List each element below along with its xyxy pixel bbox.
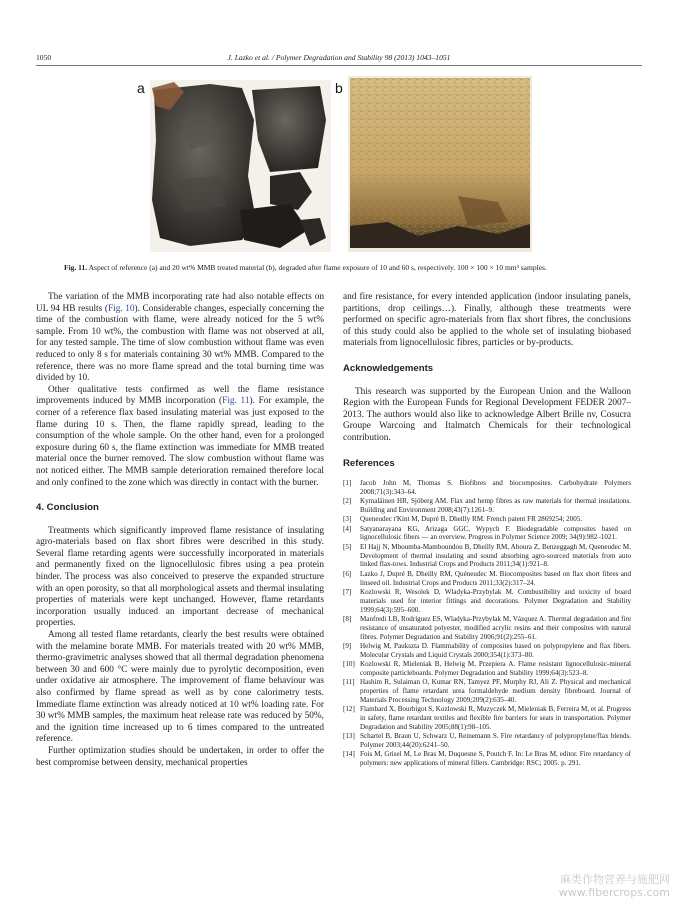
burnt-sample-image xyxy=(150,80,331,252)
running-title: J. Lazko et al. / Polymer Degradation and Stability 98 (2013) 1043–1051 xyxy=(227,53,451,62)
figure-photo-reference xyxy=(150,80,331,252)
figure-caption-label: Fig. 11. xyxy=(64,263,88,272)
reference-item xyxy=(343,678,631,705)
reference-text: Kozlowski R, Wesolek D, Wladyka-Przybylak M. Combustibility and toxicity of board materials used for interior fittings and decorations. Polymer Degradation and Stability 1999;64(3):595–600. xyxy=(360,587,631,614)
reference-list xyxy=(343,479,631,768)
reference-text: Manfredi LB, Rodríguez ES, Wladyka-Przybylak M, Vázquez A. Thermal degradation and fire resistance of unsaturated polyester, modified acrylic resins and their composites with natural fibres. Polymer Degradation and Stability 2006;91(2):255–61. xyxy=(360,614,631,641)
reference-number: [4] xyxy=(343,524,352,533)
section-heading-acknowledgements: Acknowledgements xyxy=(343,362,434,374)
paragraph: Further optimization studies should be undertaken, in order to offer the best compromise between density, mechanical properties xyxy=(36,745,324,768)
reference-text: Fois M, Grisel M, Le Bras M, Duquesne S, Poutch F. In: Le Bras M, editor. Fire retardancy of polymers: new applications of mineral fillers. Cambridge: RSC; 2005. p. 291. xyxy=(360,750,631,768)
reference-number: [14] xyxy=(343,750,355,759)
reference-number: [1] xyxy=(343,479,352,488)
figure-caption-text: Aspect of reference (a) and 20 wt% MMB treated material (b), degraded after flame exposure of 10 and 60 s, respectively. 100 × 100 × 10 mm³ samples. xyxy=(88,263,547,272)
reference-item xyxy=(343,479,631,497)
watermark-line: 麻类作物营养与施肥网 xyxy=(560,873,670,886)
left-column xyxy=(36,292,324,769)
reference-item xyxy=(343,588,631,615)
reference-number: [13] xyxy=(343,732,355,741)
paragraph: Treatments which significantly improved flame resistance of insulating agro-materials based on flax short fibres were described in this study. Several flame retarding agents were successfully incorporated in materials and permanently fixed on the lignocellulosic fibres using a pea protein binder. The process was also conceived to preserve the expanded structure with an open porosity, so that all morphological assets and thermal insulating properties of materials were kept unchanged. However, flame retardants incorporation usually induced an important decrease of mechanical properties. xyxy=(36,525,324,629)
reference-number: [10] xyxy=(343,659,355,668)
reference-text: Kozlowski R, Mieleniak B, Helwig M, Przepiera A. Flame resistant lignocellulosic-mineral composite particleboards. Polymer Degradation and Stability 1999;64(3):523–8. xyxy=(360,659,631,677)
watermark xyxy=(559,873,670,899)
reference-item xyxy=(343,642,631,660)
reference-text: Schartel B, Braun U, Schwarz U, Reinemann S. Fire retardancy of polypropylene/flax blends. Polymer 2003;44(20):6241–50. xyxy=(360,732,631,749)
page-number: 1050 xyxy=(36,53,52,62)
reference-text: Hashim R, Sulaiman O, Kumar RN, Tamyez PF, Murphy RJ, Ali Z. Physical and mechanical properties of flame retardant urea formaldehyde medium density fibreboard. Journal of Materials Processing Technology 2009;209(2):635–40. xyxy=(360,678,631,704)
reference-number: [11] xyxy=(343,678,355,687)
paragraph: Other qualitative tests confirmed as well the flame resistance improvements induced by MMB incorporation (Fig. 11). For example, the corner of a reference flax based insulating material was just exposed to the flame during 10 s. Then, the flame rapidly spread, leading to the consumption of the whole sample. On the other hand, even for a prolonged exposure during 60 s, the flame extinction was immediate for MMB treated material once the burner removed. The slow combustion without flame was not noticed either. The MMB sample deterioration remained therefore local and only confined to the zone which was directly in contact with the burner. xyxy=(36,384,324,488)
reference-text: Satyanarayana KG, Arizaga GGC, Wypych F. Biodegradable composites based on lignocellulosic fibers — an overview. Progress in Polymer Science 2009; 34(9):982–1021. xyxy=(360,524,631,542)
paragraph: Among all tested flame retardants, clearly the best results were obtained with the melamine borate MMB. For materials treated with 20 wt% MMB, thermo-gravimetric analyses showed that all thermal degradation phenomena between 30 and 600 °C were mainly due to pyrolytic decomposition, even under oxidative air atmosphere. The improvement of flame behaviour was also confirmed by flame spread as well as by cone calorimetry tests. Immediate flame extinction was already noticed at 10 wt% loading rate. For 30 wt% MMB samples, the maximum heat release rate was reduced by 50%, and the ignition time increased up to 6 times compared to the untreated reference. xyxy=(36,630,324,745)
treated-sample-image xyxy=(348,76,532,252)
reference-number: [12] xyxy=(343,705,355,714)
reference-item xyxy=(343,515,631,524)
reference-number: [8] xyxy=(343,614,352,623)
reference-number: [5] xyxy=(343,542,352,551)
reference-number: [2] xyxy=(343,497,352,506)
figure-label-a: a xyxy=(137,80,145,96)
reference-item xyxy=(343,525,631,543)
reference-number: [6] xyxy=(343,569,352,578)
right-column xyxy=(343,292,631,768)
paragraph: This research was supported by the European Union and the Walloon Region with the European Funds for Regional Development FEDER 2007–2013. The authors would also like to acknowledge Albert Brille nv, Cosucra Groupe Warcoing and Italmatch Chemicals for their technological contribution. xyxy=(343,386,631,443)
reference-text: Jacob John M, Thomas S. Biofibres and biocomposites. Carbohydrate Polymers 2008;71(3):343–64. xyxy=(360,479,631,497)
reference-number: [9] xyxy=(343,641,352,650)
reference-item xyxy=(343,615,631,642)
header-rule xyxy=(36,65,642,66)
reference-text: El Hajj N, Mboumba-Mamboundou B, Dheilly RM, Aboura Z, Benzeggagh M, Queneudec M. Development of thermal insulating and sound absorbing agro-sourced materials from auto linked flax-tows. Industrial Crops and Products 2011;34(1):921–8. xyxy=(360,542,631,569)
reference-text: Flambard X, Bourbigot S, Kozlowski R, Muzyczek M, Mieleniak B, Ferreira M, et al. Progress in safety, flame retardant textiles and flexible fire barriers for seats in transportation. Polymer Degradation and Stability 2005;88(1):98–105. xyxy=(360,705,631,731)
section-heading-references: References xyxy=(343,457,395,469)
reference-item xyxy=(343,732,631,750)
section-heading-conclusion: 4. Conclusion xyxy=(36,502,99,514)
reference-item xyxy=(343,750,631,768)
figure-caption xyxy=(64,263,624,273)
watermark-line: www.fibercrops.com xyxy=(558,886,670,899)
figure-10-link[interactable]: Fig. 10 xyxy=(107,303,135,314)
figure-11-link[interactable]: Fig. 11 xyxy=(222,396,250,407)
reference-text: Kymaläinen HR, Sjöberg AM. Flax and hemp fibres as raw materials for thermal insulations. Building and Environment 2008;43(7):1261–9. xyxy=(360,497,631,515)
reference-item xyxy=(343,705,631,732)
paragraph: The variation of the MMB incorporating rate had also notable effects on UL 94 HB results (Fig. 10). Considerable changes, especially concerning the time of the combustion with flame, were already noticed for the 5 wt% sample. From 10 wt%, the combustion with flame was not observed at all, for any tested sample. The time of slow combustion without flame was even reduced to only 8 s for materials containing 30 wt% MMB. Compared to the reference, there was no more flame spread and the total burning time was divided by 10. xyxy=(36,292,324,384)
reference-item xyxy=(343,543,631,570)
figure-label-b: b xyxy=(335,80,343,96)
reference-text: Queneudec t'Kint M, Dupré B, Dheilly RM. French patent FR 2869254; 2005. xyxy=(360,515,583,524)
reference-number: [3] xyxy=(343,515,352,524)
reference-item xyxy=(343,570,631,588)
reference-item xyxy=(343,660,631,678)
reference-text: Lazko J, Dupré B, Dheilly RM, Quéneudec M. Biocomposites based on flax short fibres and linseed oil. Industrial Crops and Products 2011;33(2):317–24. xyxy=(360,569,631,587)
reference-item xyxy=(343,497,631,515)
reference-number: [7] xyxy=(343,587,352,596)
figure-photo-mmb-treated xyxy=(348,76,532,252)
paragraph: and fire resistance, for every intended application (indoor insulating panels, partitions, drop ceilings…). Finally, although these treatments were performed on specific agro-materials from flax short fibres, the conclusions of this study could also be applied to the whole set of insulating biobased materials from lignocellulosic fibres, particles or by-products. xyxy=(343,292,631,349)
reference-text: Helwig M, Paukszta D. Flammability of composites based on polypropylene and flax fibers. Molecular Crystals and Liquid Crystals 2000;354(1):373–80. xyxy=(360,641,631,659)
